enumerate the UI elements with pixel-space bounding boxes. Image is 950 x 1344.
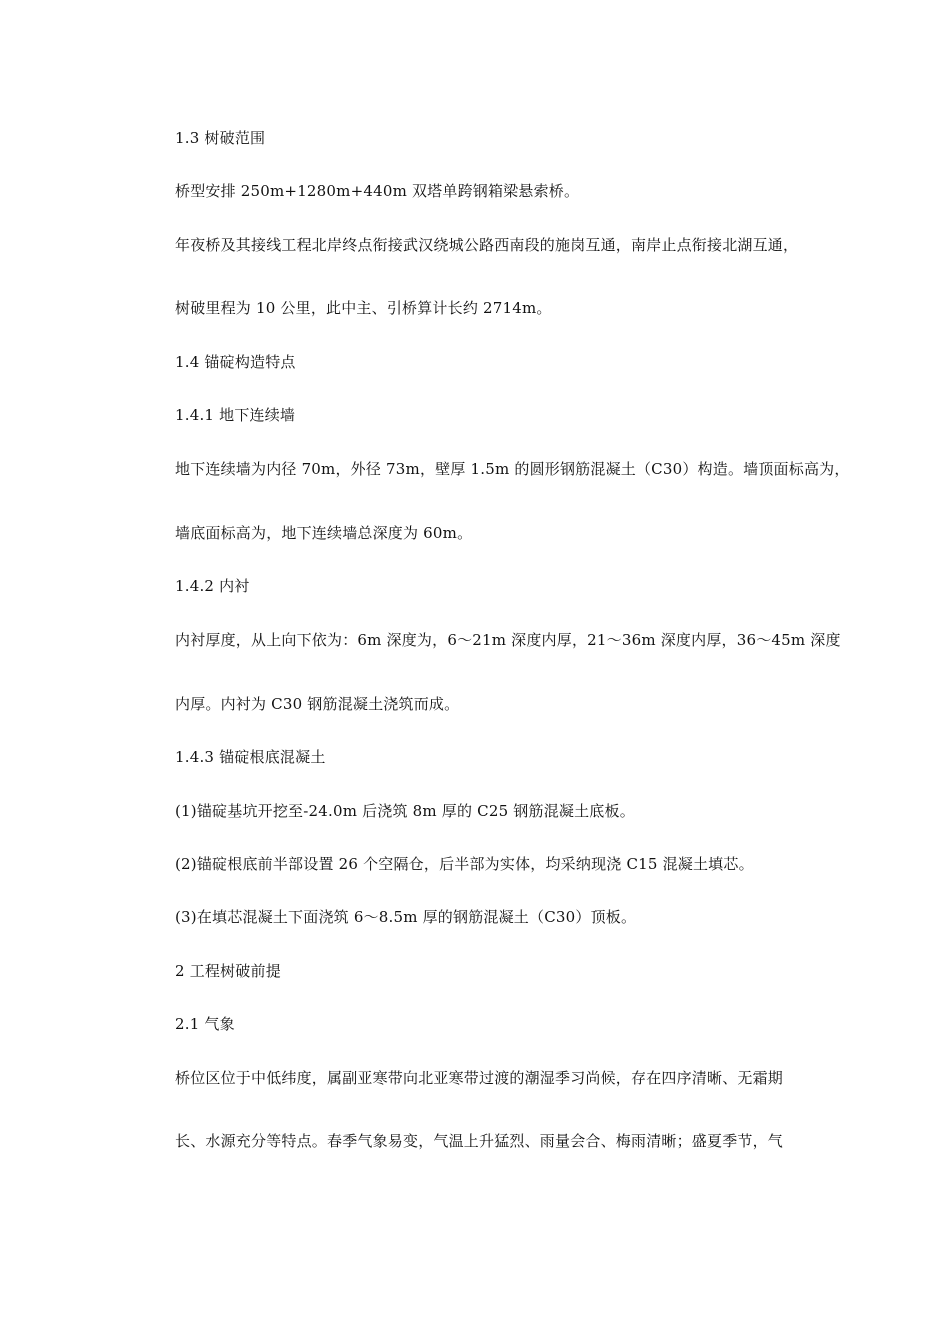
paragraph-line: 年夜桥及其接线工程北岸终点衔接武汉绕城公路西南段的施岗互通，南岸止点衔接北湖互通，: [175, 236, 799, 254]
heading-1-3: 1.3 树破范围: [175, 129, 266, 147]
paragraph-line: 桥型安排 250m+1280m+440m 双塔单跨钢箱梁悬索桥。: [175, 182, 580, 200]
paragraph-line: 墙底面标高为，地下连续墙总深度为 60m。: [175, 524, 473, 542]
list-item: (3)在填芯混凝土下面浇筑 6～8.5m 厚的钢筋混凝土（C30）顶板。: [175, 908, 637, 926]
heading-1-4-2: 1.4.2 内衬: [175, 577, 250, 595]
heading-1-4-1: 1.4.1 地下连续墙: [175, 406, 296, 424]
paragraph-line: 桥位区位于中低纬度，属副亚寒带向北亚寒带过渡的潮湿季习尚候，存在四序清晰、无霜期: [175, 1069, 784, 1087]
heading-1-4-3: 1.4.3 锚碇根底混凝土: [175, 748, 326, 766]
paragraph-line: 内衬厚度，从上向下依为：6m 深度为，6～21m 深度内厚，21～36m 深度内厚，36～45m 深度: [175, 631, 841, 649]
paragraph-line: 内厚。内衬为 C30 钢筋混凝土浇筑而成。: [175, 695, 460, 713]
paragraph-line: 树破里程为 10 公里，此中主、引桥算计长约 2714m。: [175, 299, 552, 317]
list-item: (2)锚碇根底前半部设置 26 个空隔仓，后半部为实体，均采纳现浇 C15 混凝土填芯。: [175, 855, 754, 873]
heading-2: 2 工程树破前提: [175, 962, 281, 980]
paragraph-line: 地下连续墙为内径 70m，外径 73m，壁厚 1.5m 的圆形钢筋混凝土（C30）构造。墙顶面标高为，: [175, 460, 850, 478]
list-item: (1)锚碇基坑开挖至-24.0m 后浇筑 8m 厚的 C25 钢筋混凝土底板。: [175, 802, 635, 820]
paragraph-line: 长、水源充分等特点。春季气象易变，气温上升猛烈、雨量会合、梅雨清晰；盛夏季节，气: [175, 1132, 784, 1150]
heading-1-4: 1.4 锚碇构造特点: [175, 353, 296, 371]
heading-2-1: 2.1 气象: [175, 1015, 235, 1033]
